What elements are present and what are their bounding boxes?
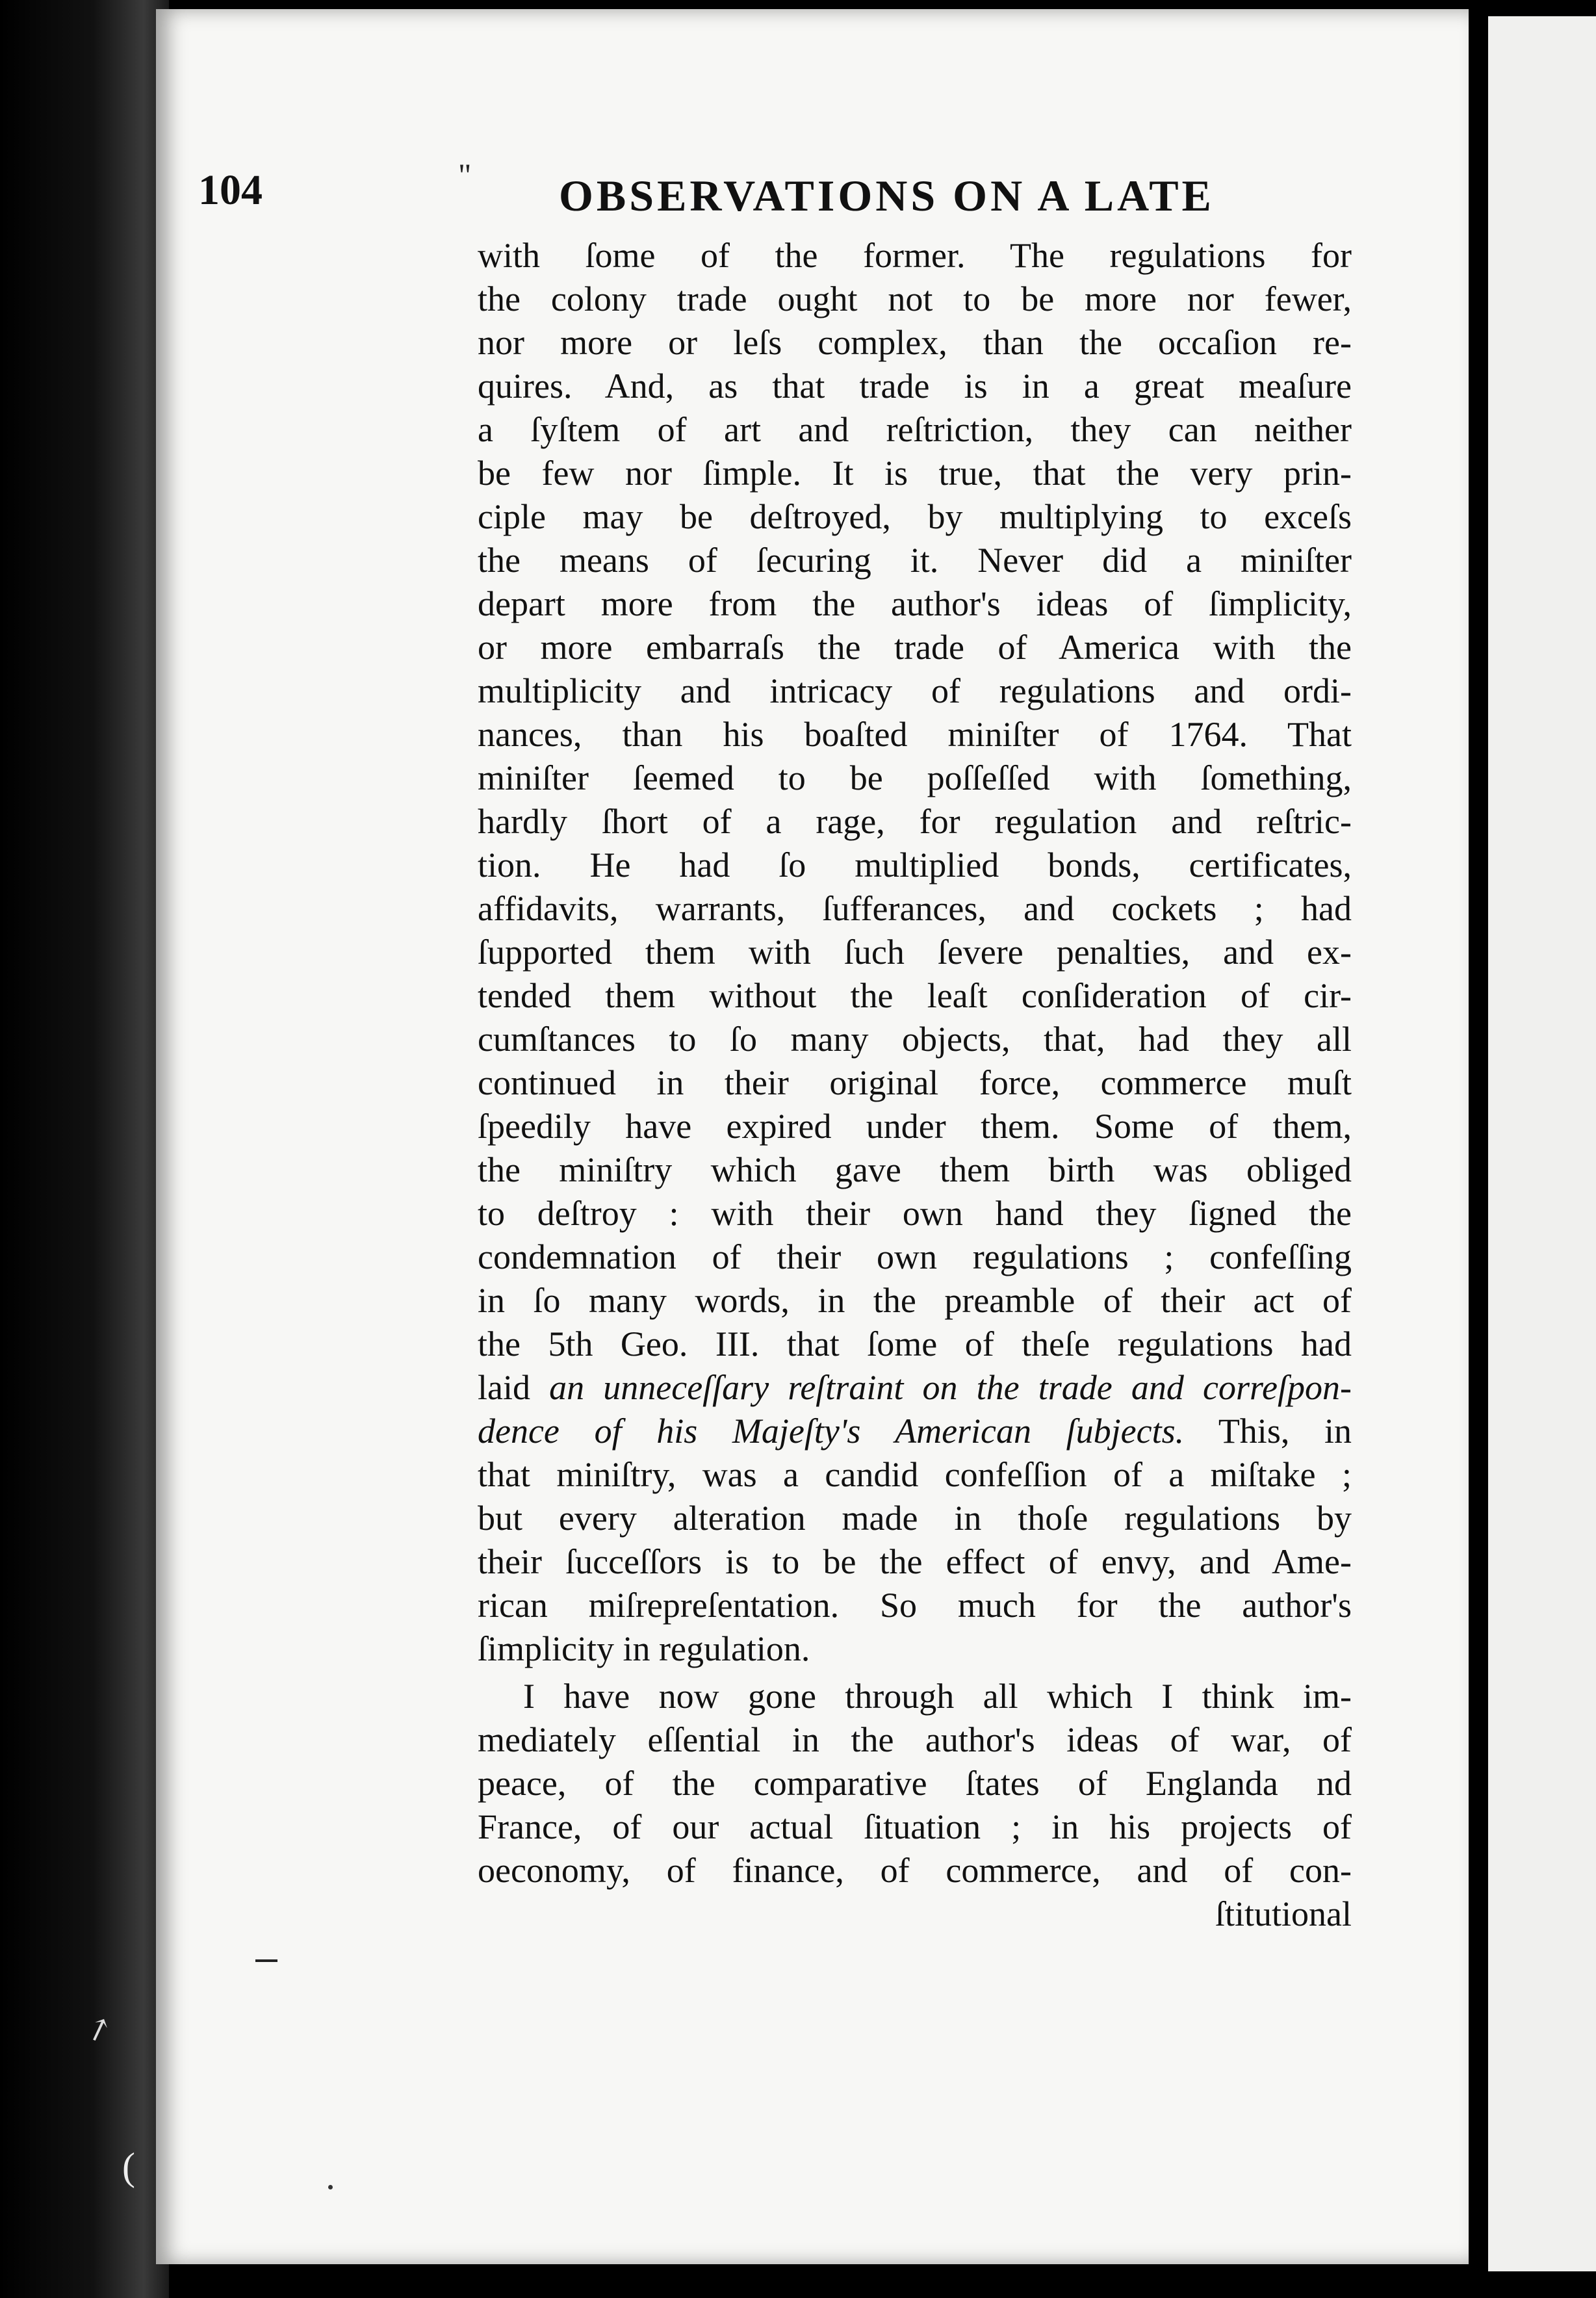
text-line: but every alteration made in thoſe regulations by <box>478 1499 1352 1538</box>
text-line: miniſter ſeemed to be poſſeſſed with ſomething, <box>478 758 1352 797</box>
catchword: ſtitutional <box>1215 1894 1352 1933</box>
text-line-italic-quote <box>478 1366 1352 1410</box>
text-line: ſpeedily have expired under them. Some of them, <box>478 1107 1352 1146</box>
text-run: This, in <box>1184 1412 1352 1451</box>
text-line: nances, than his boaſted miniſter of 1764. That <box>478 715 1352 754</box>
text-line: the 5th Geo. III. that ſome of theſe regulations had <box>478 1324 1352 1363</box>
text-line: peace, of the comparative ſtates of Englanda nd <box>478 1764 1352 1803</box>
text-line: their ſucceſſors is to be the effect of envy, and Ame- <box>478 1542 1352 1581</box>
text-line: ſimplicity in regulation. <box>478 1629 810 1668</box>
text-line: multiplicity and intricacy of regulations and ordi- <box>478 671 1352 710</box>
text-line: the means of ſecuring it. Never did a miniſter <box>478 541 1352 580</box>
text-line: condemnation of their own regulations ; confeſſing <box>478 1237 1352 1276</box>
body-text <box>478 234 1352 1936</box>
text-line: be few nor ſimple. It is true, that the very prin- <box>478 454 1352 493</box>
text-line: nor more or leſs complex, than the occaſion re- <box>478 323 1352 362</box>
text-run: laid <box>478 1368 550 1407</box>
margin-bracket-icon: ( <box>122 2145 135 2188</box>
italic-quote: an unneceſſary reſtraint on the trade and correſpon- <box>549 1368 1352 1407</box>
italic-quote: dence of his Majeſty's American ſubjects. <box>478 1412 1185 1451</box>
running-title: OBSERVATIONS ON A LATE <box>559 171 1215 220</box>
text-line: affidavits, warrants, ſufferances, and cockets ; had <box>478 889 1352 928</box>
text-line: France, of our actual ſituation ; in his projects of <box>478 1807 1352 1846</box>
text-line: with ſome of the former. The regulations for <box>478 236 1352 275</box>
text-line-italic-quote <box>478 1410 1352 1453</box>
text-line: quires. And, as that trade is in a great meaſure <box>478 367 1352 406</box>
text-line: to deſtroy : with their own hand they ſigned the <box>478 1194 1352 1233</box>
text-line: ciple may be deſtroyed, by multiplying to exceſs <box>478 497 1352 536</box>
book-binding-shadow <box>0 0 169 2298</box>
text-line: continued in their original force, commerce muſt <box>478 1063 1352 1102</box>
text-line: I have now gone through all which I think im- <box>523 1677 1352 1716</box>
printer-mark: " <box>458 157 472 193</box>
text-line: tion. He had ſo multiplied bonds, certificates, <box>478 846 1352 884</box>
text-line: tended them without the leaſt conſideration of cir- <box>478 976 1352 1015</box>
text-line: depart more from the author's ideas of ſimplicity, <box>478 584 1352 623</box>
text-line: oeconomy, of finance, of commerce, and of con- <box>478 1851 1352 1890</box>
page-gutter <box>1469 0 1488 2298</box>
text-line: that miniſtry, was a candid confeſſion of a miſtake ; <box>478 1455 1352 1494</box>
facing-page-edge <box>1488 16 1596 2271</box>
margin-dash <box>255 1959 277 1962</box>
text-line: in ſo many words, in the preamble of their act of <box>478 1281 1352 1320</box>
text-line: ſupported them with ſuch ſevere penalties, and ex- <box>478 933 1352 972</box>
text-line: or more embarraſs the trade of America with the <box>478 628 1352 667</box>
text-line: the colony trade ought not to be more nor fewer, <box>478 279 1352 318</box>
margin-dot <box>328 2185 333 2189</box>
text-line: cumſtances to ſo many objects, that, had they all <box>478 1020 1352 1059</box>
page-number: 104 <box>198 166 263 214</box>
text-line: a ſyſtem of art and reſtriction, they can neither <box>478 410 1352 449</box>
text-line: the miniſtry which gave them birth was obliged <box>478 1150 1352 1189</box>
text-line: hardly ſhort of a rage, for regulation and reſtric- <box>478 802 1352 841</box>
text-line: mediately eſſential in the author's ideas of war, of <box>478 1720 1352 1759</box>
text-line: rican miſrepreſentation. So much for the author's <box>478 1586 1352 1625</box>
margin-arrow-icon: ↗ <box>81 2009 118 2051</box>
